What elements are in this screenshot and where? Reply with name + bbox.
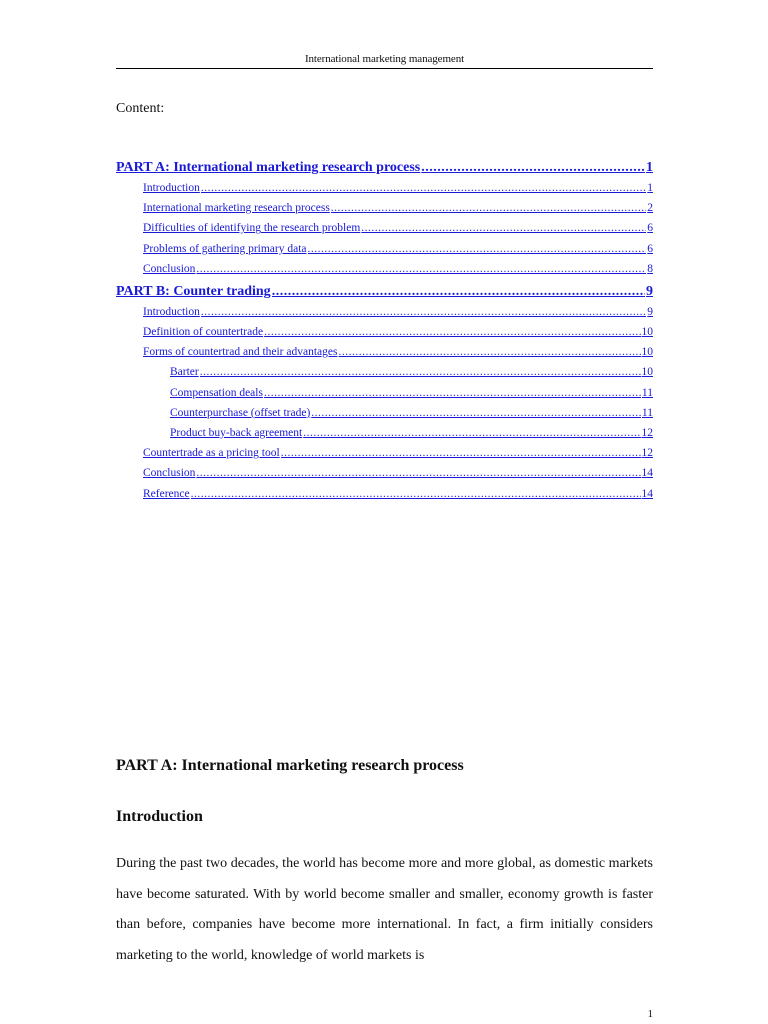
toc-dot-leader (338, 345, 640, 360)
toc-entry-page: 1 (647, 182, 653, 194)
toc-entry[interactable] (170, 426, 653, 441)
toc-entry-title: PART B: Counter trading (116, 283, 271, 299)
toc-entry[interactable] (170, 365, 653, 380)
toc-entry-title: Introduction (143, 182, 200, 194)
toc-entry-page: 9 (647, 305, 653, 318)
toc-entry-page: 1 (646, 160, 653, 175)
toc-entry-title: Reference (143, 487, 190, 500)
toc-entry[interactable] (143, 466, 653, 481)
toc-dot-leader (303, 426, 640, 441)
toc-entry-title: Difficulties of identifying the research problem (143, 222, 361, 235)
toc-entry-title: Conclusion (143, 262, 196, 275)
toc-entry-title: Countertrade as a pricing tool (143, 447, 280, 460)
toc-entry-title: Barter (170, 366, 199, 379)
toc-entry[interactable] (116, 159, 653, 177)
toc-entry[interactable] (143, 181, 653, 196)
toc-entry[interactable] (170, 406, 653, 421)
toc-label: Content: (116, 101, 165, 116)
toc-entry[interactable] (143, 242, 653, 257)
page-number: 1 (647, 1008, 653, 1020)
toc-entry-page: 10 (641, 326, 653, 338)
toc-entry[interactable] (143, 345, 653, 360)
toc-entry[interactable] (143, 201, 653, 216)
toc-dot-leader (264, 386, 641, 401)
toc-dot-leader (361, 221, 646, 236)
toc-entry-page: 11 (641, 406, 653, 419)
subsection-heading: Introduction (116, 808, 203, 825)
toc-entry[interactable] (143, 221, 653, 236)
toc-entry-page: 14 (641, 467, 653, 480)
toc-entry-title: International marketing research process (143, 202, 330, 215)
toc-entry-page: 11 (641, 386, 653, 399)
toc-entry-title: Forms of countertrad and their advantages (143, 346, 338, 359)
toc-dot-leader (191, 487, 641, 502)
toc-dot-leader (281, 446, 641, 461)
toc-entry-title: Introduction (143, 305, 200, 318)
toc-dot-leader (308, 242, 647, 257)
toc-entry-page: 8 (647, 262, 653, 275)
toc-entry-page: 6 (647, 242, 653, 255)
toc-entry-title: Conclusion (143, 467, 196, 480)
toc-dot-leader (201, 181, 646, 196)
toc-entry-page: 6 (647, 222, 653, 235)
toc-entry-page: 14 (641, 487, 653, 500)
body-paragraph: During the past two decades, the world has become more and more global, as domestic markets have become saturated. With by world become smaller and smaller, economy growth is faster than before, companies have become more international. In fact, a firm initially considers marketing to the world, knowledge of world markets is (116, 856, 653, 963)
toc-dot-leader (264, 325, 640, 340)
toc-entry-page: 10 (641, 366, 653, 379)
toc-entry-page: 9 (646, 283, 653, 299)
toc-dot-leader (200, 365, 641, 380)
toc-entry[interactable] (170, 386, 653, 401)
toc-entry-title: Problems of gathering primary data (143, 242, 307, 255)
toc-entry-title: Product buy-back agreement (170, 427, 303, 439)
toc-entry[interactable] (143, 325, 653, 340)
toc-entry-page: 12 (641, 447, 653, 460)
toc-entry-page: 10 (641, 346, 653, 359)
toc-dot-leader (421, 159, 645, 177)
running-header: International marketing management (304, 53, 465, 65)
toc-entry[interactable] (116, 283, 653, 301)
toc-entry-page: 2 (647, 202, 653, 215)
toc-entry[interactable] (143, 262, 653, 277)
toc-entry[interactable] (143, 446, 653, 461)
toc-entry[interactable] (143, 487, 653, 502)
toc-dot-leader (196, 262, 646, 277)
toc-entry-title: Counterpurchase (offset trade) (170, 406, 311, 419)
toc-entry-title: PART A: International marketing research process (116, 160, 421, 175)
toc-dot-leader (196, 466, 640, 481)
toc-dot-leader (201, 305, 646, 320)
toc-dot-leader (331, 201, 646, 216)
toc-entry-title: Compensation deals (170, 386, 263, 399)
toc-dot-leader (272, 283, 645, 301)
toc-entry[interactable] (143, 305, 653, 320)
section-heading: PART A: International marketing research process (116, 757, 464, 774)
toc-entry-title: Definition of countertrade (143, 326, 264, 338)
header-divider (116, 68, 653, 69)
toc-dot-leader (311, 406, 641, 421)
toc-entry-page: 12 (641, 427, 653, 439)
